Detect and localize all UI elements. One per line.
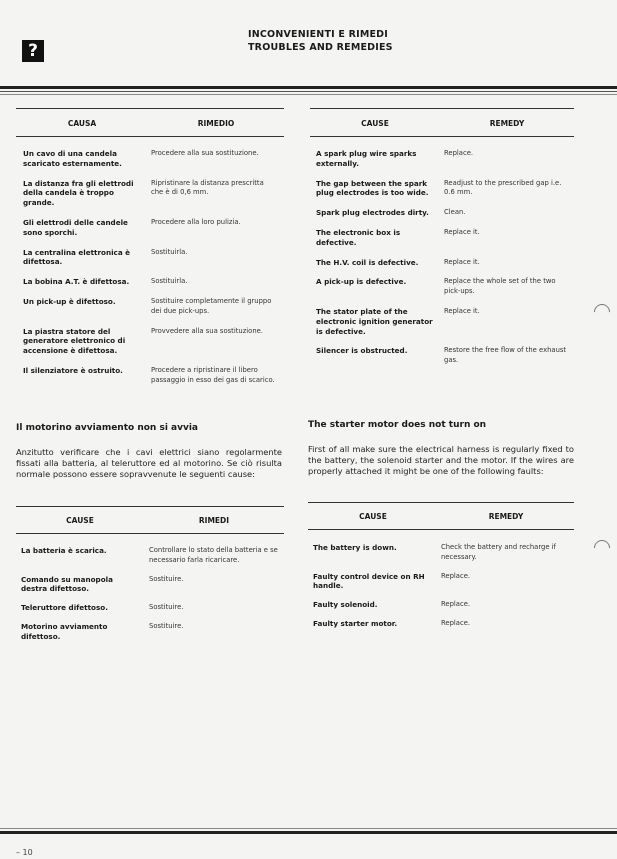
col-header-cause: CAUSE bbox=[361, 119, 389, 128]
remedy-cell: Provvedere alla sua sostituzione. bbox=[151, 326, 263, 335]
top-rule-faint bbox=[0, 94, 617, 95]
remedy-cell: Sostituire. bbox=[149, 574, 184, 583]
table-causes-italian bbox=[16, 108, 284, 137]
table-top-rule bbox=[310, 108, 574, 109]
title-english: TROUBLES AND REMEDIES bbox=[248, 42, 393, 53]
table-rows-english-starter bbox=[313, 543, 573, 638]
table-header-rule bbox=[16, 136, 284, 137]
cause-cell: La bobina A.T. è difettosa. bbox=[23, 277, 130, 287]
cause-cell: A spark plug wire sparks externally. bbox=[316, 149, 417, 168]
table-row bbox=[316, 179, 574, 199]
table-row bbox=[21, 622, 279, 642]
col-header-cause: CAUSA bbox=[67, 119, 97, 128]
table-row bbox=[23, 218, 278, 238]
table-row bbox=[316, 149, 574, 169]
table-causes-english bbox=[310, 108, 574, 137]
cause-cell: Il silenziatore è ostruito. bbox=[23, 365, 123, 375]
table-row bbox=[316, 228, 574, 248]
remedy-cell: Ripristinare la distanza prescritta che è di 0,6 mm. bbox=[151, 178, 264, 197]
table-row bbox=[316, 258, 574, 268]
table-row bbox=[313, 572, 573, 592]
table-row bbox=[23, 366, 278, 386]
remedy-cell: Sostituirla. bbox=[151, 277, 188, 286]
cause-cell: Faulty solenoid. bbox=[313, 600, 378, 610]
table-row bbox=[23, 248, 278, 268]
remedy-cell: Replace it. bbox=[444, 306, 480, 315]
binding-hole-mark bbox=[591, 301, 614, 324]
remedy-cell: Replace. bbox=[441, 571, 471, 580]
cause-cell: Faulty control device on RH handle. bbox=[313, 571, 425, 591]
remedy-cell: Replace. bbox=[441, 600, 471, 609]
col-header-remedy: REMEDY bbox=[488, 512, 524, 521]
cause-cell: A pick-up is defective. bbox=[316, 277, 407, 287]
table-row bbox=[23, 179, 278, 208]
section-paragraph-english: First of all make sure the electrical harness is regularly fixed to the battery, the solenoid starter and the motor. If the wires are properly attached it might be one of the following faults: bbox=[308, 444, 574, 477]
cause-cell: Un pick-up è difettoso. bbox=[23, 296, 116, 306]
cause-cell: The electronic box is defective. bbox=[316, 227, 401, 247]
binding-hole-mark bbox=[591, 537, 614, 560]
table-row bbox=[23, 149, 278, 169]
remedy-cell: Restore the free flow of the exhaust gas. bbox=[444, 346, 567, 365]
col-header-cause: CAUSE bbox=[359, 512, 387, 521]
section-title-english: The starter motor does not turn on bbox=[308, 420, 487, 430]
remedy-cell: Replace it. bbox=[444, 227, 480, 236]
table-row bbox=[313, 619, 573, 629]
bottom-rule bbox=[0, 831, 617, 834]
table-row bbox=[316, 277, 574, 297]
cause-cell: La distanza fra gli elettrodi della candela è troppo grande. bbox=[23, 178, 134, 208]
cause-cell: La piastra statore del generatore elettronico di accensione è difettosa. bbox=[23, 326, 126, 356]
col-header-cause: CAUSE bbox=[66, 516, 94, 525]
table-row bbox=[21, 603, 279, 613]
table-header bbox=[16, 516, 284, 525]
remedy-cell: Sostituire completamente il gruppo dei due pick-ups. bbox=[151, 296, 272, 315]
page-title bbox=[248, 28, 393, 54]
table-header bbox=[16, 119, 284, 128]
table-row bbox=[23, 327, 278, 356]
cause-cell: The gap between the spark plug electrodes is too wide. bbox=[316, 178, 429, 198]
cause-cell: Silencer is obstructed. bbox=[316, 346, 408, 356]
remedy-cell: Sostituirla. bbox=[151, 247, 188, 256]
table-header-rule bbox=[310, 136, 574, 137]
table-rows-italian bbox=[23, 149, 278, 396]
remedy-cell: Procedere a ripristinare il libero passaggio in esso dei gas di scarico. bbox=[151, 365, 275, 384]
remedy-cell: Procedere alla loro pulizia. bbox=[151, 217, 241, 226]
page-number: – 10 bbox=[16, 848, 33, 857]
table-header-rule bbox=[308, 529, 574, 530]
table-row bbox=[316, 346, 574, 366]
bottom-rule-faint bbox=[0, 828, 617, 829]
remedy-cell: Sostituire. bbox=[149, 603, 184, 612]
remedy-cell: Controllare lo stato della batteria e se necessario farla ricaricare. bbox=[149, 546, 278, 564]
table-row bbox=[23, 277, 278, 287]
remedy-cell: Replace. bbox=[441, 618, 471, 627]
top-rule bbox=[0, 86, 617, 89]
table-header bbox=[308, 512, 574, 521]
cause-cell: Spark plug electrodes dirty. bbox=[316, 208, 429, 218]
remedy-cell: Procedere alla sua sostituzione. bbox=[151, 149, 259, 157]
table-top-rule bbox=[16, 108, 284, 109]
cause-cell: Teleruttore difettoso. bbox=[21, 603, 108, 613]
table-row bbox=[316, 208, 574, 218]
table-row bbox=[21, 546, 279, 566]
table-starter-italian bbox=[16, 506, 284, 534]
top-rule-thin bbox=[0, 91, 617, 92]
help-question-icon: ? bbox=[22, 40, 44, 62]
table-row bbox=[316, 307, 574, 336]
col-header-remedy: RIMEDIO bbox=[197, 119, 235, 128]
remedy-cell: Replace. bbox=[444, 149, 474, 157]
col-header-remedy: RIMEDI bbox=[198, 516, 230, 525]
remedy-cell: Clean. bbox=[444, 208, 466, 217]
table-header-rule bbox=[16, 533, 284, 534]
remedy-cell: Replace the whole set of the two pick-ups. bbox=[444, 277, 556, 296]
table-top-rule bbox=[308, 502, 574, 503]
table-row bbox=[21, 575, 279, 595]
cause-cell: Faulty starter motor. bbox=[313, 618, 398, 628]
remedy-cell: Replace it. bbox=[444, 257, 480, 266]
cause-cell: The battery is down. bbox=[313, 543, 397, 552]
table-row bbox=[23, 297, 278, 317]
table-rows-english bbox=[316, 149, 574, 376]
table-top-rule bbox=[16, 506, 284, 507]
remedy-cell: Readjust to the prescribed gap i.e. 0.6 mm. bbox=[444, 178, 562, 197]
remedy-cell: Check the battery and recharge if necessary. bbox=[441, 543, 556, 561]
section-title-italian: Il motorino avviamento non si avvia bbox=[16, 423, 199, 433]
table-starter-english bbox=[308, 502, 574, 530]
cause-cell: La centralina elettronica è difettosa. bbox=[23, 247, 131, 267]
cause-cell: Comando su manopola destra difettoso. bbox=[21, 574, 113, 594]
section-paragraph-italian: Anzitutto verificare che i cavi elettrici siano regolarmente fissati alla batteria, al teleruttore ed al motorino. Se ciò risulta normale possono essere sopravvenute le seguenti cause: bbox=[16, 447, 282, 480]
cause-cell: The stator plate of the electronic ignition generator is defective. bbox=[316, 306, 433, 336]
title-italian: INCONVENIENTI E RIMEDI bbox=[248, 29, 388, 40]
cause-cell: Motorino avviamento difettoso. bbox=[21, 621, 108, 641]
table-header bbox=[310, 119, 574, 128]
cause-cell: The H.V. coil is defective. bbox=[316, 257, 419, 267]
cause-cell: Un cavo di una candela scaricato esternamente. bbox=[23, 149, 122, 168]
col-header-remedy: REMEDY bbox=[489, 119, 525, 128]
table-row bbox=[313, 600, 573, 610]
cause-cell: La batteria è scarica. bbox=[21, 546, 107, 555]
remedy-cell: Sostituire. bbox=[149, 621, 184, 630]
cause-cell: Gli elettrodi delle candele sono sporchi. bbox=[23, 217, 128, 237]
table-row bbox=[313, 543, 573, 563]
table-rows-italian-starter bbox=[21, 546, 279, 651]
